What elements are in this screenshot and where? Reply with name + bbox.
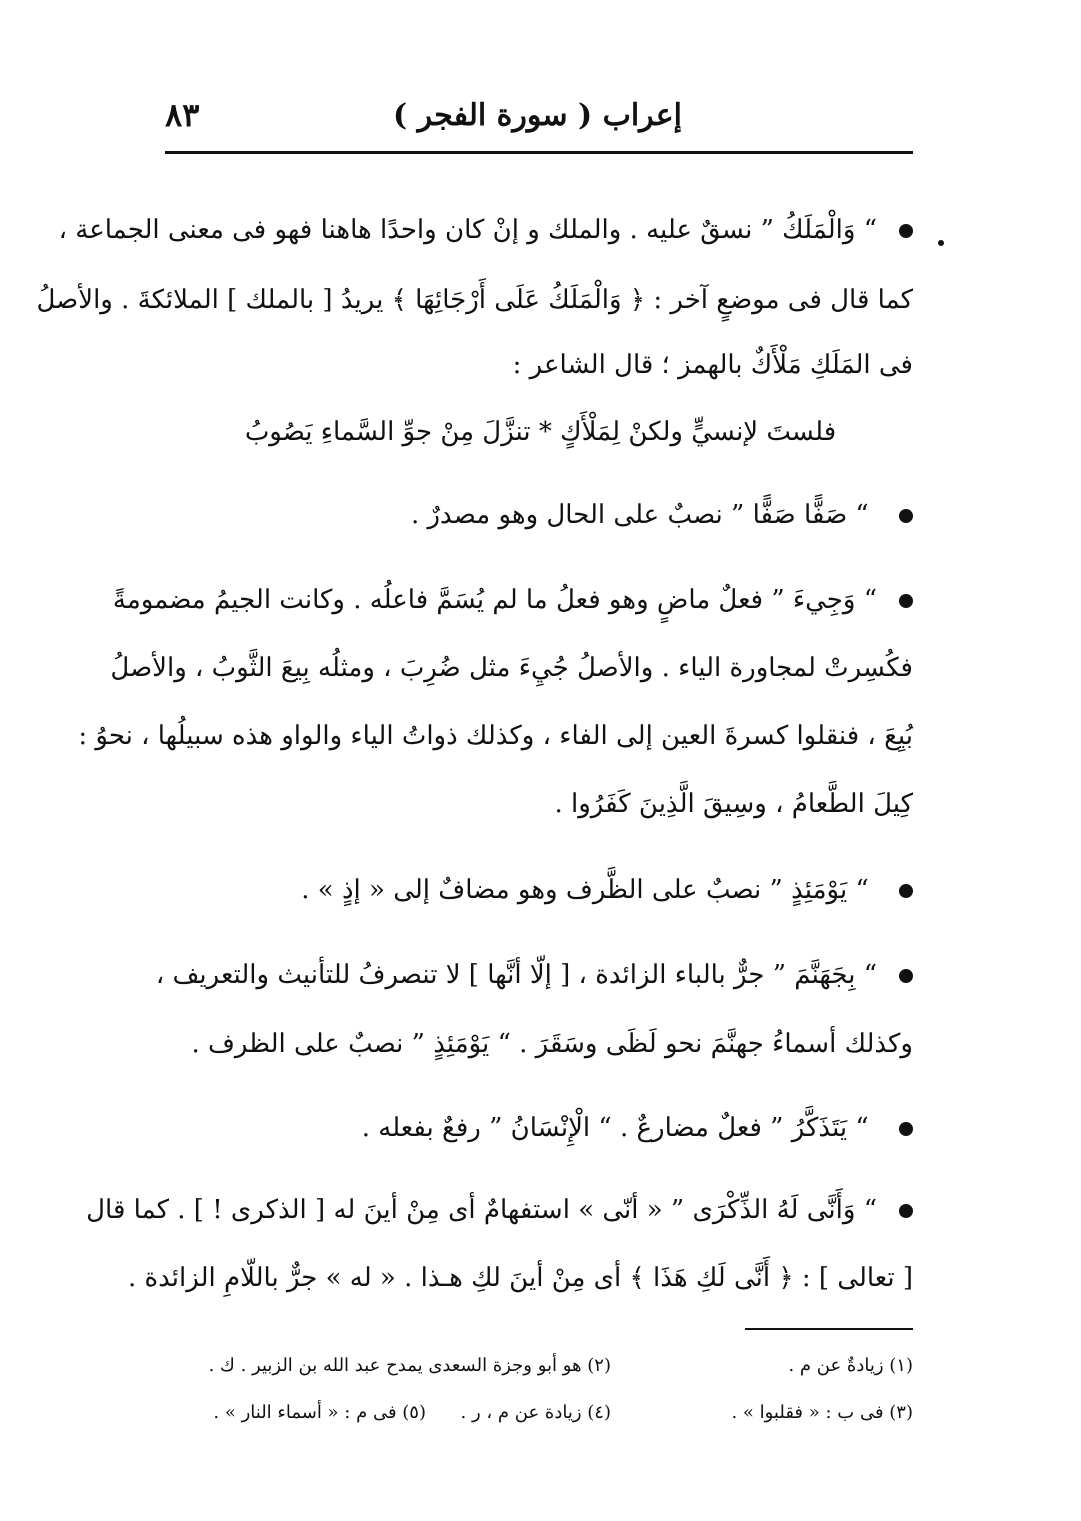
text-line: كِيلَ الطَّعامُ ، وسِيقَ الَّذِينَ كَفَرُوا . bbox=[554, 789, 913, 819]
text-line: [ تعالى ] : ﴿ أَنَّى لَكِ هَذَا ﴾ أى مِنْ أينَ لكِ هـذا . « له » جرٌّ باللّامِ الزائدة . bbox=[127, 1263, 913, 1293]
running-title: إعراب ( سورة الفجر ) bbox=[393, 98, 682, 133]
footnote: (١) زيادةٌ عن م . bbox=[788, 1355, 913, 1376]
text-line bbox=[168, 1108, 913, 1148]
text-line bbox=[168, 495, 913, 535]
text-line-content: “ وَجِيءَ ” فعلٌ ماضٍ وهو فعلُ ما لم يُسَمَّ فاعلُه . وكانت الجيمُ مضمومةً bbox=[112, 585, 877, 615]
text-line: فكُسِرتْ لمجاورة الياء . والأصلُ جُيِءَ مثل ضُرِبَ ، ومثلُه بِيعَ الثَّوبُ ، والأصلُ bbox=[110, 653, 913, 683]
text-line: وكذلك أسماءُ جهنَّمَ نحو لَظَى وسَقَرَ . “ يَوْمَئِذٍ ” نصبٌ على الظرف . bbox=[191, 1029, 913, 1059]
text-line-content: “ وَأَنَّى لَهُ الذِّكْرَى ” « أنّى » استفهامٌ أى مِنْ أينَ له [ الذكرى ! ] . كما قال bbox=[86, 1195, 877, 1225]
text-line-content: “ يَوْمَئِذٍ ” نصبٌ على الظَّرف وهو مضافٌ إلى « إذٍ » . bbox=[301, 875, 869, 905]
footnote: (٣) فى ب : « فقلبوا » . bbox=[731, 1402, 913, 1423]
margin-mark bbox=[938, 240, 944, 246]
bullet-icon bbox=[899, 1122, 913, 1136]
bullet-icon bbox=[899, 509, 913, 523]
page-header bbox=[165, 92, 910, 148]
bullet-icon bbox=[899, 884, 913, 898]
text-line-content: “ صَفًّا صَفًّا ” نصبٌ على الحال وهو مصدرٌ . bbox=[410, 500, 869, 530]
bullet-icon bbox=[899, 224, 913, 238]
text-line: كما قال فى موضعٍ آخر : ﴿ وَالْمَلَكُ عَلَى أَرْجَائِهَا ﴾ يريدُ [ بالملك ] الملائكةَ . والأصلُ bbox=[36, 285, 913, 315]
text-line: بُيِعَ ، فنقلوا كسرةَ العين إلى الفاء ، وكذلك ذواتُ الياء والواو هذه سبيلُها ، نحوُ : bbox=[78, 721, 913, 751]
text-line bbox=[168, 870, 913, 910]
footnote: (٥) فى م : « أسماء النار » . bbox=[213, 1402, 426, 1423]
footnote: (٢) هو أبو وجزة السعدى يمدح عبد الله بن الزبير . ك . bbox=[208, 1355, 611, 1376]
bullet-icon bbox=[899, 969, 913, 983]
bullet-icon bbox=[899, 1204, 913, 1218]
footnote-rule bbox=[745, 1328, 913, 1330]
verse-line: فلستَ لإنسيٍّ ولكنْ لِمَلْأَكٍ * تنزَّلَ مِنْ جوِّ السَّماءِ يَصُوبُ bbox=[244, 417, 837, 447]
footnote: (٤) زيادة عن م ، ر . bbox=[460, 1402, 611, 1423]
text-line-content: “ يَتَذَكَّرُ ” فعلٌ مضارعٌ . “ الْإِنْسَانُ ” رفعٌ بفعله . bbox=[361, 1113, 869, 1143]
text-line-content: “ وَالْمَلَكُ ” نسقٌ عليه . والملك و إنْ كان واحدًا هاهنا فهو فى معنى الجماعة ، bbox=[58, 215, 877, 245]
bullet-icon bbox=[899, 594, 913, 608]
text-line-content: “ بِجَهَنَّمَ ” جرٌّ بالباء الزائدة ، [ إلّا أنَّها ] لا تنصرفُ للتأنيث والتعريف ، bbox=[155, 960, 877, 990]
text-line bbox=[155, 955, 913, 995]
text-line bbox=[112, 580, 913, 620]
text-line bbox=[58, 210, 913, 250]
header-rule bbox=[165, 151, 913, 154]
text-line bbox=[86, 1190, 913, 1230]
text-line: فى المَلَكِ مَلْأَكٌ بالهمز ؛ قال الشاعر : bbox=[512, 350, 913, 380]
page-number: ٨٣ bbox=[165, 96, 200, 134]
